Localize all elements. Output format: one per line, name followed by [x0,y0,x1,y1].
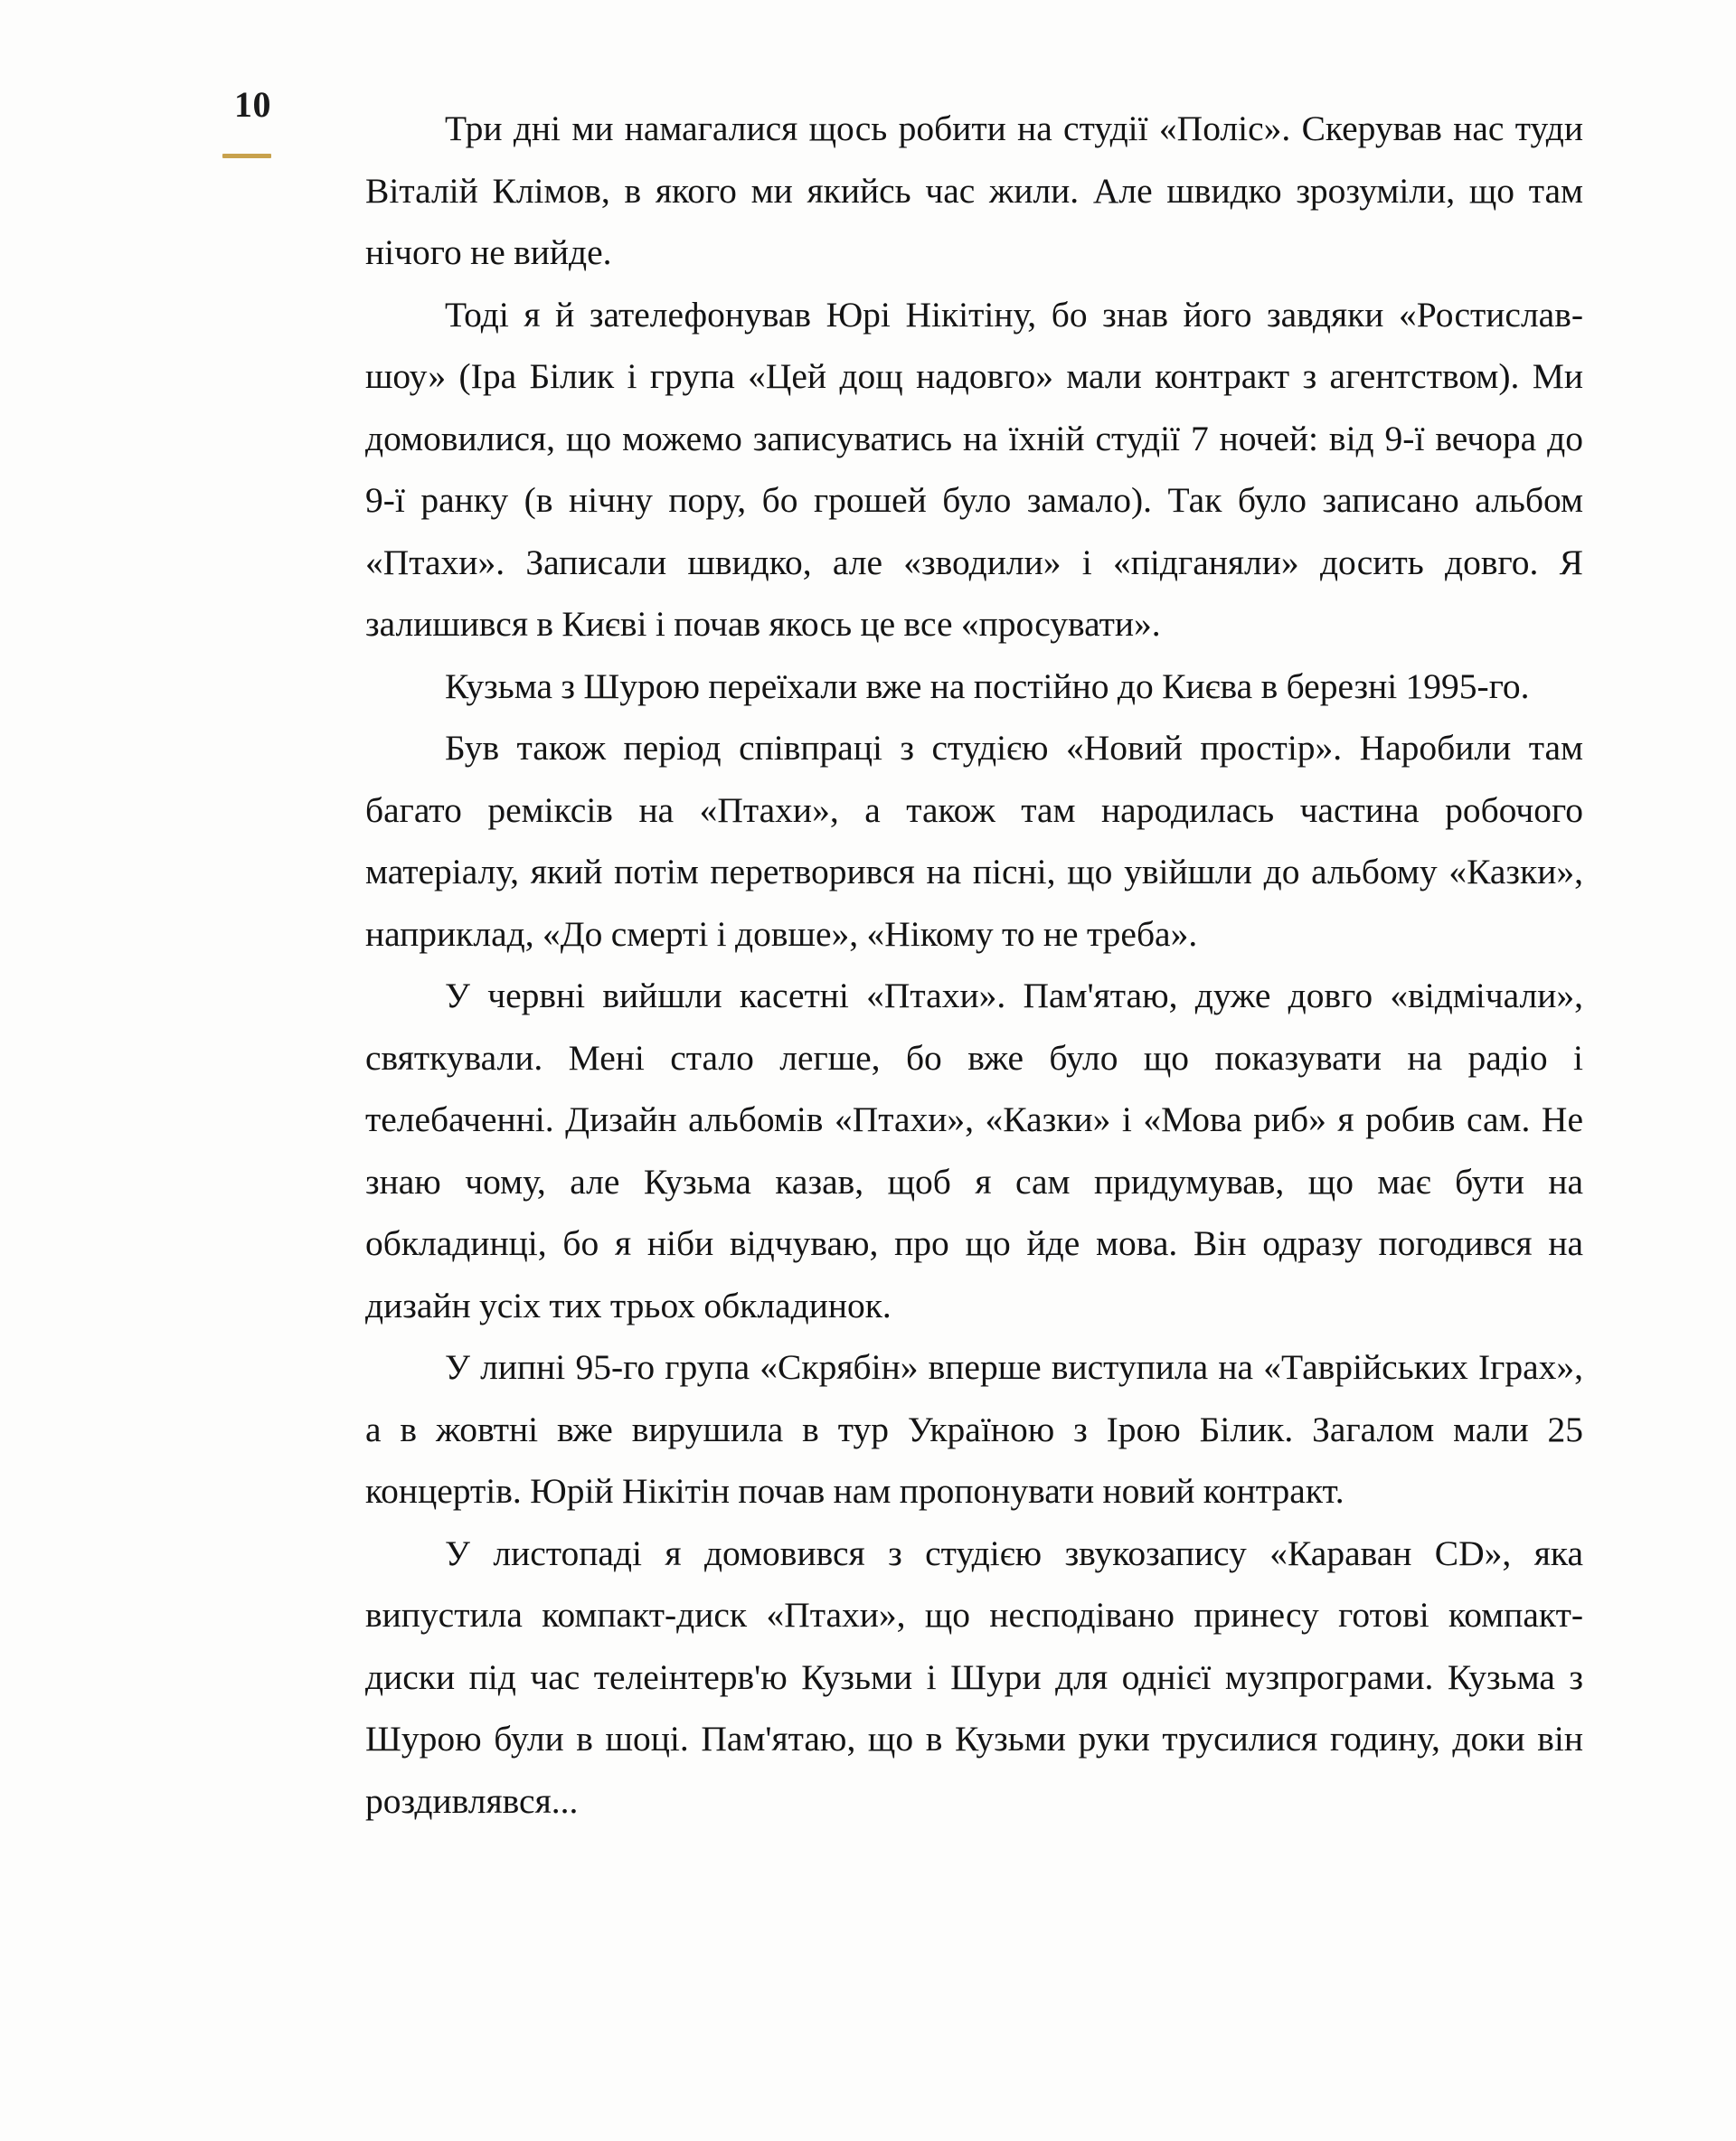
paragraph: Кузьма з Шурою переїхали вже на постійно до Києва в березні 1995-го. [445,665,1530,706]
paragraph: Був також період співпраці з студією «Новий простір». Наробили там багато реміксів на «Птахи», а також там народилась частина робочого матеріалу, який потім перетворився на пісні, що увійшли до альбому «Казки», наприклад, «До смерті і довше», «Нікому то не треба». [365,728,1583,954]
page-number: 10 [234,84,271,125]
body-text-column [365,98,1583,1832]
paragraph: У липні 95-го група «Скрябін» вперше виступила на «Таврійських Іграх», а в жовтні вже вирушила в тур Україною з Ірою Білик. Загалом мали 25 концертів. Юрій Нікітін почав нам пропонувати новий контракт. [365,1347,1583,1511]
page-margin-column [163,84,271,1985]
paragraph: Тоді я й зателефонував Юрі Нікітіну, бо знав його завдяки «Ростислав-шоу» (Іра Білик і група «Цей дощ надовго» мали контракт з агентством). Ми домовилися, що можемо записуватись на їхній студії 7 ночей: від 9-ї вечора до 9-ї ранку (в нічну пору, бо грошей було замало). Так було записано альбом «Птахи». Записали швидко, але «зводили» і «підганяли» досить довго. Я залишився в Києві і почав якось це все «просувати». [365,294,1583,644]
folio-divider-rule [222,154,271,158]
paragraph: Три дні ми намагалися щось робити на студії «Поліс». Скерував нас туди Віталій Клімов, в якого ми якийсь час жили. Але швидко зрозуміли, що там нічого не вийде. [365,108,1583,272]
paragraph: У червні вийшли касетні «Птахи». Пам'ятаю, дуже довго «відмічали», святкували. Мені стало легше, бо вже було що показувати на радіо і телебаченні. Дизайн альбомів «Птахи», «Казки» і «Мова риб» я робив сам. Не знаю чому, але Кузьма казав, щоб я сам придумував, що має бути на обкладинці, бо я ніби відчуваю, про що йде мова. Він одразу погодився на дизайн усіх тих трьох обкладинок. [365,976,1583,1325]
paragraph: У листопаді я домовився з студією звукозапису «Караван CD», яка випустила компакт-диск «Птахи», що несподівано принесу готові компакт-диски під час телеінтерв'ю Кузьми і Шури для однієї музпрограми. Кузьма з Шурою були в шоці. Пам'ятаю, що в Кузьми руки трусилися годину, доки він роздивлявся... [365,1533,1583,1821]
running-header [273,0,297,219]
